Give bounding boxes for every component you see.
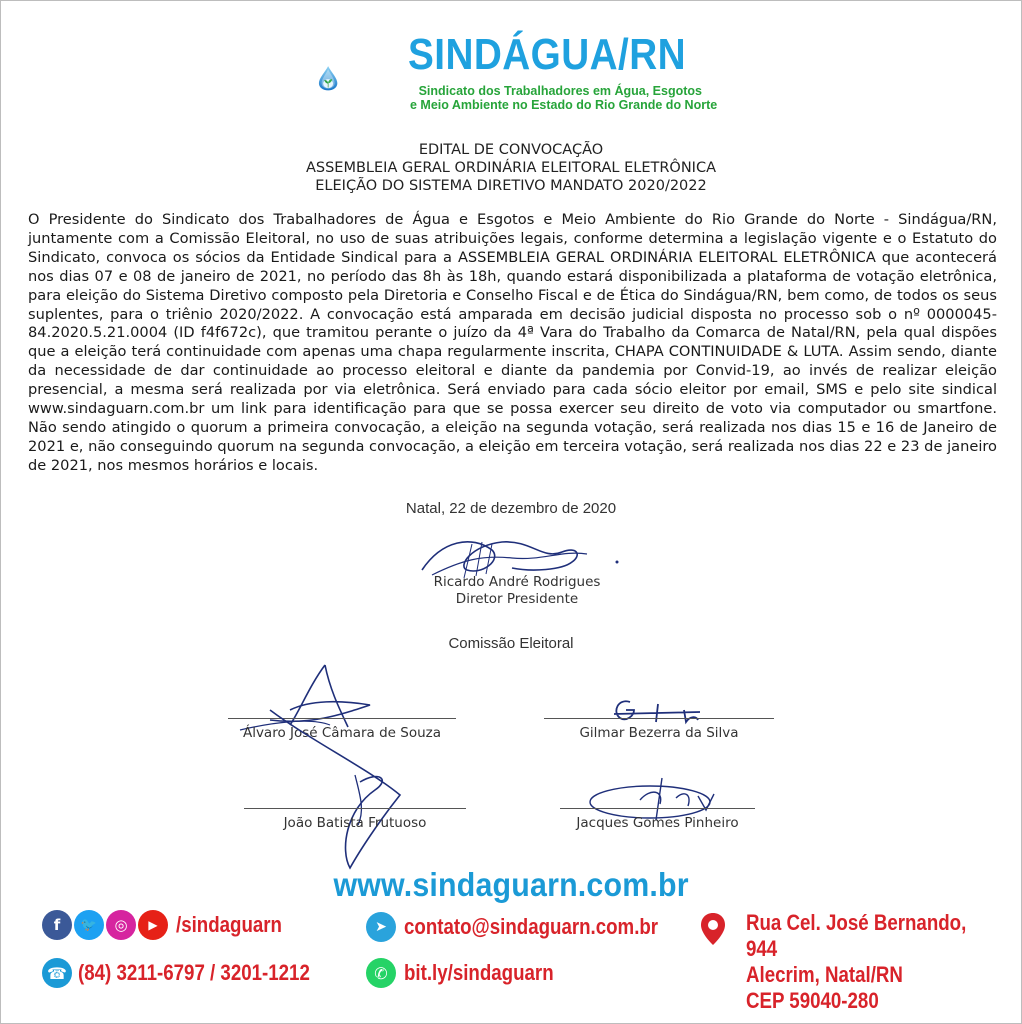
signature-line-4 <box>560 808 755 809</box>
president-role: Diretor Presidente <box>455 591 579 607</box>
brand-subtitle-line2: e Meio Ambiente no Estado do Rio Grande do Norte <box>410 98 718 112</box>
phone-number[interactable]: (84) 3211-6797 / 3201-1212 <box>78 960 310 985</box>
twitter-icon[interactable]: 🐦 <box>74 910 104 940</box>
youtube-icon[interactable]: ▶ <box>138 910 168 940</box>
social-handle[interactable]: /sindaguarn <box>176 912 282 937</box>
brand-subtitle <box>410 84 718 112</box>
place-date: Natal, 22 de dezembro de 2020 <box>405 500 617 517</box>
address-block <box>746 910 981 1014</box>
phone-icon: ☎ <box>42 958 72 988</box>
committee-signature-3-icon <box>250 700 450 875</box>
signature-line-3 <box>244 808 466 809</box>
committee-name-1: Álvaro José Câmara de Souza <box>242 725 442 741</box>
brand-name: SINDÁGUA/RN <box>408 30 687 79</box>
committee-signature-2-icon <box>600 690 720 730</box>
signature-line-2 <box>544 718 774 719</box>
committee-name-4: Jacques Gomes Pinheiro <box>576 815 739 831</box>
committee-title: Comissão Eleitoral <box>448 635 574 652</box>
committee-name-2: Gilmar Bezerra da Silva <box>579 725 739 741</box>
facebook-icon[interactable]: f <box>42 910 72 940</box>
address-line2: Alecrim, Natal/RN <box>746 962 903 987</box>
heading-line1: EDITAL DE CONVOCAÇÃO <box>418 142 604 158</box>
instagram-icon[interactable]: ◎ <box>106 910 136 940</box>
telegram-icon: ➤ <box>366 912 396 942</box>
heading-line2: ASSEMBLEIA GERAL ORDINÁRIA ELEITORAL ELETRÔNICA <box>305 160 716 176</box>
whatsapp-link[interactable]: bit.ly/sindaguarn <box>404 960 554 985</box>
whatsapp-row <box>366 958 580 988</box>
president-name: Ricardo André Rodrigues <box>433 574 601 590</box>
brand-subtitle-line1: Sindicato dos Trabalhadores em Água, Esgotos <box>418 84 702 98</box>
website-link[interactable] <box>0 866 1022 904</box>
notice-body: O Presidente do Sindicato dos Trabalhadores de Água e Esgotos e Meio Ambiente do Rio Grande do Norte - Sindágua/RN, juntamente com a Comissão Eleitoral, no uso de suas atribuições legais, conforme determina a legislação vigente e o Estatuto do Sindicato, convoca os sócios da Entidade Sindical para a ASSEMBLEIA GERAL ORDINÁRIA ELEITORAL ELETRÔNICA que acontecerá nos dias 07 e 08 de janeiro de 2021, no período das 8h às 18h, quando estará disponibilizada a plataforma de votação eletrônica, para eleição do Sistema Diretivo composto pela Diretoria e Conselho Fiscal e de Ética do Sindágua/RN, bem como, de todos os seus suplentes, para o triênio 2020/2022. A convocação está amparada em decisão judicial disposta no processo sob o nº 0000045-84.2020.5.21.0004 (ID f4f672c), que tramitou perante o juízo da 4ª Vara do Trabalho da Comarca de Natal/RN, pela qual dispões que a eleição terá continuidade com apenas uma chapa regularmente inscrita, CHAPA CONTINUIDADE & LUTA. Assim sendo, diante da necessidade de dar continuidade ao processo eleitoral e diante da pandemia por Convid-19, ao invés de realizar eleição presencial, a mesma será realizada por via eletrônica. Será enviado para cada sócio eleitor por email, SMS e pelo site sindical www.sindaguarn.com.br um link para identificação para que se possa exercer seu direito de voto via computador ou smartfone. Não sendo atingido o quorum a primeira convocação, a eleição na segunda votação, será realizada nos dias 15 e 16 de Janeiro de 2021 e, não conseguindo quorum na segunda convocação, a eleição em terceira votação, será realizada nos dias 22 e 23 de janeiro de 2021, nos mesmos horários e locais. <box>28 211 997 474</box>
water-drop-logo-icon <box>318 22 408 134</box>
heading-line3: ELEIÇÃO DO SISTEMA DIRETIVO MANDATO 2020/2022 <box>315 178 707 194</box>
location-pin-icon <box>700 912 726 946</box>
social-row <box>42 910 301 940</box>
phone-row <box>42 958 351 988</box>
email-row <box>366 912 703 942</box>
committee-name-3: João Batista Frutuoso <box>283 815 427 831</box>
email-address[interactable]: contato@sindaguarn.com.br <box>404 914 659 939</box>
website-text: www.sindaguarn.com.br <box>333 866 689 903</box>
address-line3: CEP 59040-280 <box>746 988 879 1013</box>
address-line1: Rua Cel. José Bernando, 944 <box>746 910 967 961</box>
whatsapp-icon: ✆ <box>366 958 396 988</box>
